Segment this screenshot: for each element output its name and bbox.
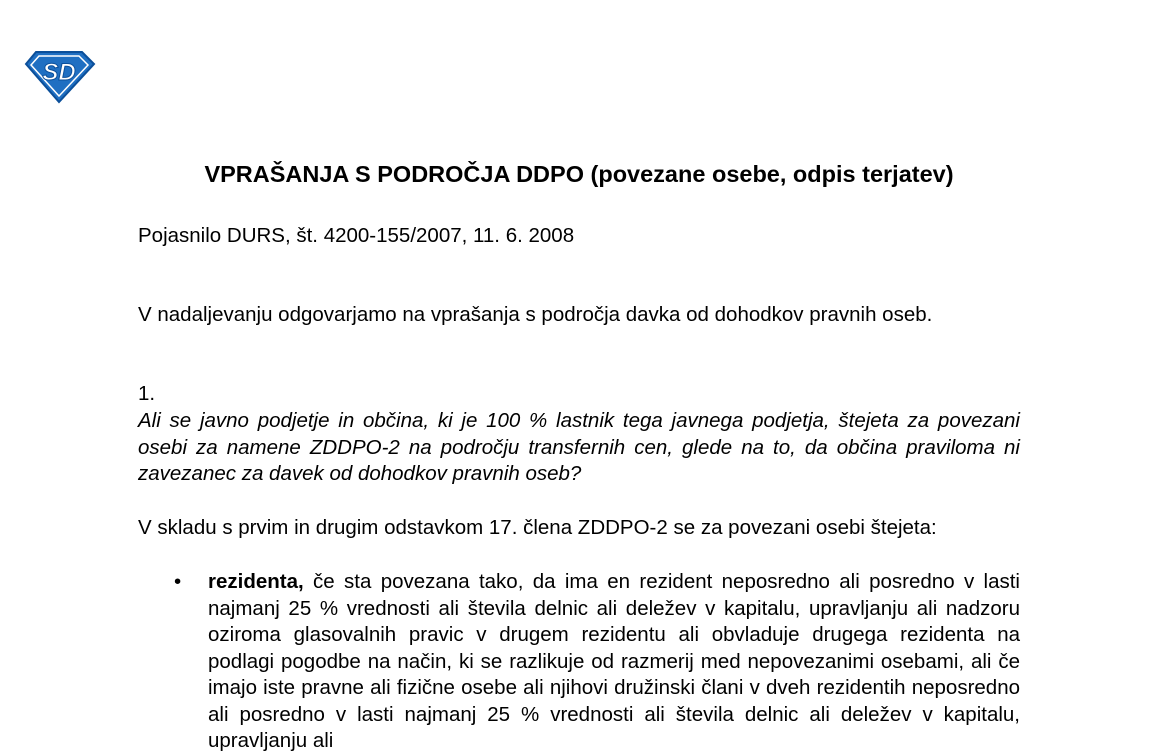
question-text: Ali se javno podjetje in občina, ki je 100 % lastnik tega javnega podjetja, štejeta za povezani osebi za namene ZDDPO-2 na področju transfernih cen, glede na to, da občina praviloma ni zavezanec za davek od dohodkov pravnih oseb? bbox=[138, 409, 1020, 485]
intro-paragraph: V nadaljevanju odgovarjamo na vprašanja s področja davka od dohodkov pravnih oseb. bbox=[138, 303, 933, 326]
answer-bullet-list bbox=[138, 569, 1020, 755]
sd-shield-logo-icon bbox=[22, 48, 96, 104]
question-number: 1. bbox=[138, 382, 156, 405]
list-item bbox=[138, 569, 1020, 755]
bullet-term: rezidenta, bbox=[208, 570, 304, 593]
bullet-marker: • bbox=[174, 570, 182, 593]
bullet-text: če sta povezana tako, da ima en rezident neposredno ali posredno v lasti najmanj 25 % vrednosti ali števila delnic ali deležev v kapitalu, upravljanju ali nadzoru oziroma glasovalnih pravic v drugem rezidentu ali obvladuje drugega rezidenta na podlagi pogodbe na način, ki se razlikuje od razmerij med nepovezanimi osebami, ali če imajo iste pravne ali fizične osebe ali njihovi družinski člani v dveh rezidentih neposredno ali posredno v lasti najmanj 25 % vrednosti ali števila delnic ali deležev v kapitalu, upravljanju ali bbox=[208, 570, 1020, 752]
answer-intro: V skladu s prvim in drugim odstavkom 17. člena ZDDPO-2 se za povezani osebi štejeta: bbox=[138, 516, 937, 539]
document-subtitle: Pojasnilo DURS, št. 4200-155/2007, 11. 6. 2008 bbox=[138, 224, 575, 247]
document-title: VPRAŠANJA S PODROČJA DDPO (povezane osebe, odpis terjatev) bbox=[204, 161, 954, 187]
svg-text:SD: SD bbox=[42, 59, 76, 86]
